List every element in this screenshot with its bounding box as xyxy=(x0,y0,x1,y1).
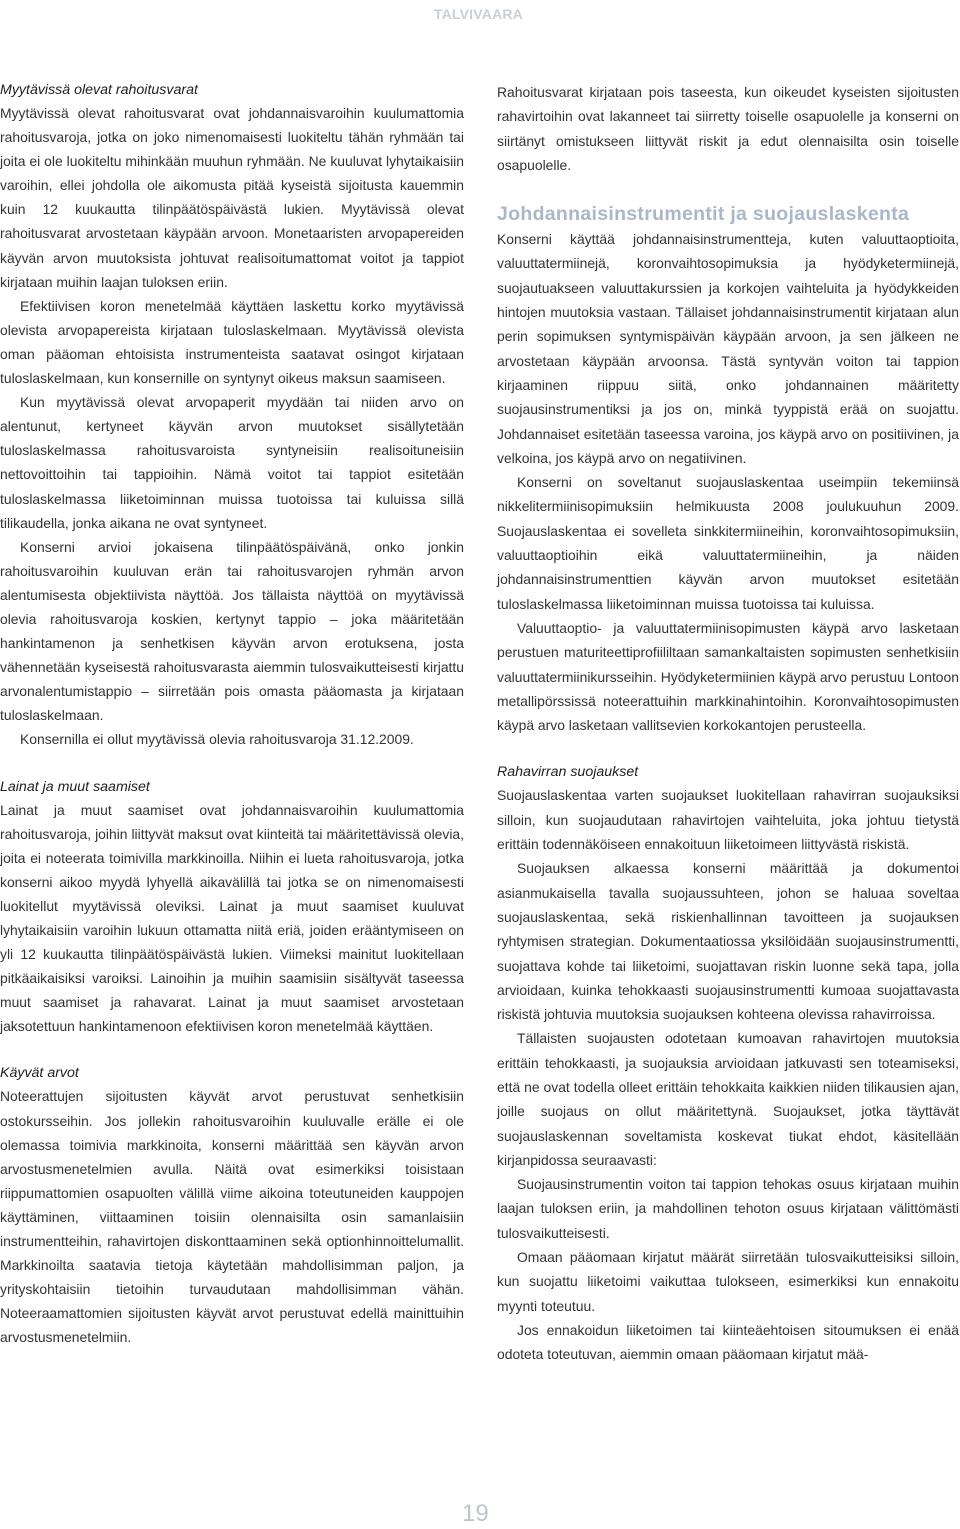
page-number: 19 xyxy=(462,1500,489,1527)
paragraph: Tällaisten suojausten odotetaan kumoavan rahavirtojen muutoksia erittäin tehokkaasti, ja suojauksia arvioidaan jatkuvasti sen toteamiseksi, että ne ovat todella olleet erittäin tehokkaita kaikkien niiden tilikausien ajan, joille suojaus on ollut määritettynä. Suojaukset, jotka täyttävät suojauslaskennan soveltamista koskevat tiukat ehdot, käsitellään kirjanpidossa seuraavasti: xyxy=(497,1030,959,1168)
paragraph: Noteerattujen sijoitusten käyvät arvot perustuvat senhetkisiin ostokursseihin. Jos jollekin rahoitusvaroihin kuuluvalle erälle ei ole olemassa toimivia markkinoita, konserni määrittää sen käyvän arvon arvostusmenetelmien avulla. Näitä ovat esimerkiksi toisistaan riippumattomien osapuolten välillä viime aikoina toteutuneiden kauppojen käyttäminen, viittaaminen toisiin olennaisilta osin samanlaisiin instrumentteihin, rahavirtojen diskonttaaminen sekä optionhinnoittelumallit. Markkinoilta saatavia tietoja käytetään mahdollisimman paljon, ja yrityskohtaisiin tietoihin turvaudutaan mahdollisimman vähän. Noteeraamattomien sijoitusten käyvät arvot perustuvat edellä mainittuihin arvostusmenetelmiin. xyxy=(0,1088,464,1346)
paragraph: Jos ennakoidun liiketoimen tai kiinteäehtoisen sitoumuksen ei enää odoteta toteutuvan, aiemmin omaan pääomaan kirjatut mää- xyxy=(497,1321,959,1363)
paragraph: Efektiivisen koron menetelmää käyttäen laskettu korko myytävissä olevista arvopapereista kirjataan tuloslaskelmaan. Myytävissä olevista oman pääoman ehtoisista instrumenteista saatavat osingot kirjataan tuloslaskelmaan, kun konsernille on syntynyt oikeus maksun saamiseen. xyxy=(0,297,464,387)
heading-kayvat-arvot: Käyvät arvot xyxy=(0,1065,79,1082)
paragraph: Suojauksen alkaessa konserni määrittää ja dokumentoi asianmukaisella tavalla suojaussuhteen, johon se haluaa soveltaa suojauslaskentaa, sekä riskienhallinnan tavoitteen ja suojauksen ryhtymisen strategian. Dokumentaatiossa yksilöidään suojausinstrumentti, suojattava kohde tai liiketoimi, suojattavan riskin luonne sekä tapa, jolla arvioidaan, kuinka tehokkaasti suojausinstrumentti kumoaa suojattavasta riskistä johtuvia muutoksia suojauksen kohteena olevissa rahavirroissa. xyxy=(497,860,959,1023)
paragraph: Omaan pääomaan kirjatut määrät siirretään tulosvaikutteisiksi silloin, kun suojattu liiketoimi vaikuttaa tulokseen, esimerkiksi kun ennakoitu myynti toteutuu. xyxy=(497,1249,959,1314)
header-brand: TALVIVAARA xyxy=(433,6,523,22)
paragraph: Valuuttaoptio- ja valuuttatermiinisopimusten käypä arvo lasketaan perustuen maturiteettiprofiililtaan samankaltaisten sopimusten senhetkisiin valuuttatermiinikursseihin. Hyödyketermiinien käypä arvo perustuu Lontoon metallipörssissä noteerattuihin markkinahintoihin. Koronvaihtosopimusten käypä arvo lasketaan vallitsevien korkokantojen perusteella. xyxy=(497,619,959,734)
paragraph: Kun myytävissä olevat arvopaperit myydään tai niiden arvo on alentunut, kertyneet käyvän arvon muutokset sisällytetään tuloslaskelmassa rahoitusvaroista syntyneisiin realisoituneisiin nettovoittoihin tai tappioihin. Nämä voitot tai tappiot esitetään tuloslaskelmassa liiketoiminnan muissa tuotoissa tai kuluissa sillä tilikaudella, jonka aikana ne ovat syntyneet. xyxy=(0,394,464,531)
heading-lainat: Lainat ja muut saamiset xyxy=(0,778,150,795)
paragraph: Myytävissä olevat rahoitusvarat ovat johdannaisvaroihin kuulumattomia rahoitusvaroja, jotka on joko nimenomaisesti luokiteltu tähän ryhmään tai joita ei ole luokiteltu mihinkään muuhun ryhmään. Ne kuuluvat lyhytaikaisiin varoihin, ellei johdolla ole aikomusta pitää kyseistä sijoitusta kauemmin kuin 12 kuukautta tilinpäätöspäivästä lukien. Myytävissä olevat rahoitusvarat arvostetaan käypään arvoon. Monetaaristen arvopapereiden käyvän arvon muutoksista johtuvat realisoitumattomat voitot ja tappiot kirjataan muihin laajan tuloksen eriin. xyxy=(0,105,464,290)
paragraph: Rahoitusvarat kirjataan pois taseesta, kun oikeudet kyseisten sijoitusten rahavirtoihin ovat lakanneet tai siirretty toiselle osapuolelle ja konserni on siirtänyt omistukseen liittyvät riskit ja edut olennaisilta osin toiselle osapuolelle. xyxy=(497,84,959,173)
paragraph: Konsernilla ei ollut myytävissä olevia rahoitusvaroja 31.12.2009. xyxy=(20,731,414,748)
right-column xyxy=(497,80,959,1367)
paragraph: Suojauslaskentaa varten suojaukset luokitellaan rahavirran suojauksiksi silloin, kun suojaudutaan rahavirtojen vaihteluita, joka johtuu tietystä erittäin todennäköiseen ennakoituun liiketoimeen liittyvästä riskistä. xyxy=(497,787,959,853)
paragraph: Konserni arvioi jokaisena tilinpäätöspäivänä, onko jonkin rahoitusvaroihin kuuluvan erän tai rahoitusvarojen ryhmän arvon alentumisesta objektiivista näyttöä. Jos tällaista näyttöä on myytävissä olevia rahoitusvaroja koskien, kertynyt tappio – joka määritetään hankintamenon ja senhetkisen käyvän arvon erotuksena, josta vähennetään kyseisestä rahoitusvarasta aiemmin tulosvaikutteisesti kirjattu arvonalentumistappio – siirretään pois omasta pääomasta ja kirjataan tuloslaskelmaan. xyxy=(0,538,464,724)
heading-johdannaisinstrumentit: Johdannaisinstrumentit ja suojauslaskenta xyxy=(497,203,910,226)
heading-myytavissa: Myytävissä olevat rahoitusvarat xyxy=(0,82,198,98)
paragraph: Konserni on soveltanut suojauslaskentaa useimpiin tekemiinsä nikkelitermiinisopimuksiin helmikuusta 2008 joulukuuhun 2009. Suojauslaskentaa ei sovelleta sinkkitermiineihin, koronvaihtosopimuksiin, valuuttaoptioihin eikä valuuttatermiineihin, ja näiden johdannaisinstrumenttien käyvän arvon muutokset esitetään tuloslaskelmassa liiketoiminnan muissa tuotoissa tai kuluissa. xyxy=(497,474,959,612)
heading-rahavirran-suojaukset: Rahavirran suojaukset xyxy=(497,764,639,781)
left-column xyxy=(0,80,464,1350)
paragraph: Lainat ja muut saamiset ovat johdannaisvaroihin kuulumattomia rahoitusvaroja, joihin liittyvät maksut ovat kiinteitä tai määritettävissä olevia, joita ei noteerata toimivilla markkinoilla. Niihin ei lueta rahoitusvaroja, jotka konserni aikoo myydä lyhyellä aikavälillä tai jotka se on nimenomaisesti luokitellut myytävissä oleviksi. Lainat ja muut saamiset kuuluvat lyhytaikaisiin varoihin lukuun ottamatta niitä eriä, joiden erääntymiseen on yli 12 kuukautta tilinpäätöspäivästä lukien. Viimeksi mainitut luokitellaan pitkäaikaisiksi varoiksi. Lainoihin ja muihin saamisiin sisältyvät taseessa muut saamiset ja rahavarat. Lainat ja muut saamiset arvostetaan jaksotettuun hankintamenoon efektiivisen koron menetelmää käyttäen. xyxy=(0,801,464,1035)
paragraph: Konserni käyttää johdannaisinstrumentteja, kuten valuuttaoptioita, valuuttatermiinejä, koronvaihtosopimuksia ja hyödyketermiinejä, suojautuakseen valuuttakurssien ja korkojen vaihteluita ja hyödykkeiden hintojen muutoksia vastaan. Tällaiset johdannaisinstrumentit kirjataan alun perin sopimuksen syntymispäivän käypään arvoon, ja sen jälkeen ne arvostetaan käypään arvoonsa. Tästä syntyvän voiton tai tappion kirjaaminen riippuu siitä, onko johdannainen määritetty suojausinstrumentiksi ja jos on, minkä tyyppistä erää on suojattu. Johdannaiset esitetään taseessa varoina, jos käypä arvo on positiivinen, ja velkoina, jos käypä arvo on negatiivinen. xyxy=(497,231,959,466)
paragraph: Suojausinstrumentin voiton tai tappion tehokas osuus kirjataan muihin laajan tuloksen eriin, ja mahdollinen tehoton osuus kirjataan välittömästi tulosvaikutteisesti. xyxy=(497,1176,959,1241)
